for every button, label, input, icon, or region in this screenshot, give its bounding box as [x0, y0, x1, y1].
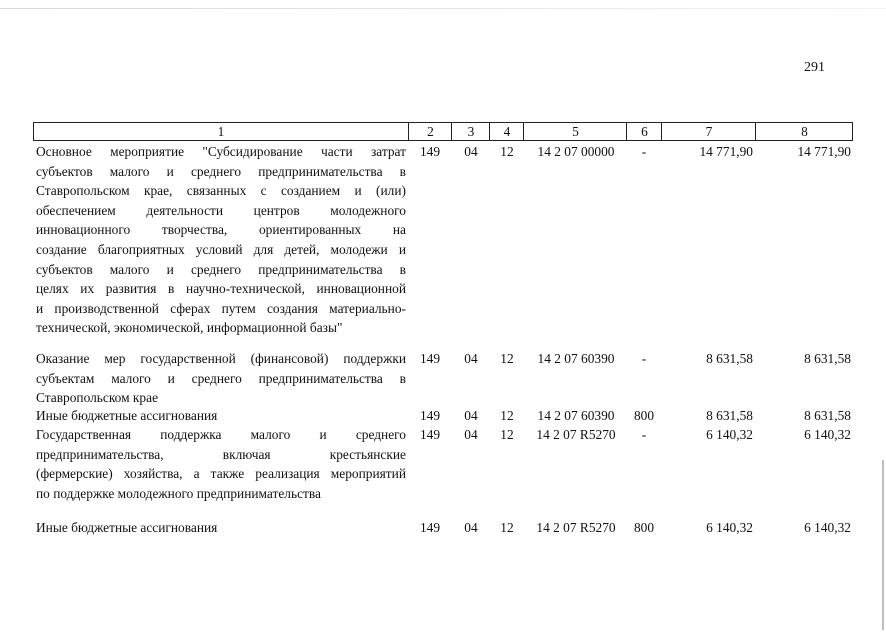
cell-amount-1: 14 771,90	[699, 144, 753, 159]
cell-amount-1: 8 631,58	[706, 351, 753, 366]
header-col-1: 1	[217, 124, 225, 139]
cell-section: 04	[464, 144, 478, 159]
table-header	[33, 122, 853, 141]
cell-ministry-code: 149	[419, 408, 441, 423]
description-line: Государственная поддержка малого и среднего	[36, 427, 406, 442]
cell-target-article: 14 2 07 R5270	[536, 427, 616, 442]
header-col-7: 7	[661, 123, 756, 140]
scan-edge-right	[882, 460, 884, 630]
description-line: Ставропольском крае	[36, 390, 159, 406]
cell-target-article: 14 2 07 R5270	[536, 520, 616, 535]
row-description	[36, 425, 406, 503]
cell-amount-1: 8 631,58	[706, 408, 753, 423]
cell-amount-2: 6 140,32	[804, 520, 851, 535]
cell-section: 04	[464, 427, 478, 442]
description-line: по поддержке молодежного предпринимательства	[36, 485, 321, 501]
cell-subsection: 12	[500, 427, 514, 442]
cell-section: 04	[464, 351, 478, 366]
scan-edge-top	[0, 8, 886, 9]
cell-ministry-code: 149	[419, 351, 441, 366]
cell-amount-1: 6 140,32	[706, 520, 753, 535]
cell-target-article: 14 2 07 60390	[537, 351, 615, 366]
cell-target-article: 14 2 07 00000	[537, 144, 615, 159]
description-line: создание благоприятных условий для детей, молодежи и	[36, 241, 406, 257]
description-line: субъектов малого и среднего предпринимательства в	[36, 261, 406, 277]
row-description	[36, 406, 406, 426]
description-line: субъектов малого и среднего предпринимательства в	[36, 163, 406, 179]
header-col-4: 4	[489, 123, 524, 140]
cell-section: 04	[464, 520, 478, 535]
cell-target-article: 14 2 07 60390	[537, 408, 615, 423]
cell-amount-2: 6 140,32	[804, 427, 851, 442]
header-col-2: 2	[408, 123, 452, 140]
cell-ministry-code: 149	[419, 144, 441, 159]
cell-section: 04	[464, 408, 478, 423]
description-line: технической, экономической, информационной базы"	[36, 320, 343, 336]
description-line: обеспечением деятельности центров молодежного	[36, 202, 406, 218]
cell-expense-type: -	[641, 351, 647, 366]
description-line: предпринимательства, включая крестьянские	[36, 446, 406, 462]
cell-subsection: 12	[500, 144, 514, 159]
description-line: (фермерские) хозяйства, а также реализация мероприятий	[36, 466, 406, 482]
header-col-8: 8	[755, 123, 853, 140]
description-line: и производственной сферах путем создания материально-	[36, 300, 406, 316]
cell-ministry-code: 149	[419, 520, 441, 535]
description-line: Основное мероприятие "Субсидирование части затрат	[36, 144, 406, 159]
cell-expense-type: 800	[633, 520, 655, 535]
description-line: Оказание мер государственной (финансовой) поддержки	[36, 351, 406, 366]
description-line: инновационного творчества, ориентированных на	[36, 222, 406, 238]
cell-subsection: 12	[500, 351, 514, 366]
row-description	[36, 349, 406, 408]
cell-amount-1: 6 140,32	[706, 427, 753, 442]
row-description	[36, 518, 406, 538]
header-col-6: 6	[626, 123, 662, 140]
header-col-3: 3	[451, 123, 490, 140]
description-line: Ставропольском крае, связанных с созданием и (или)	[36, 183, 406, 199]
cell-expense-type: -	[641, 427, 647, 442]
cell-subsection: 12	[500, 408, 514, 423]
description-line: субъектам малого и среднего предпринимательства в	[36, 370, 406, 386]
cell-subsection: 12	[500, 520, 514, 535]
description-line: целях их развития в научно-технической, инновационной	[36, 281, 406, 297]
cell-expense-type: 800	[633, 408, 655, 423]
description-line: Иные бюджетные ассигнования	[36, 408, 218, 423]
page-number: 291	[804, 60, 825, 75]
header-col-5: 5	[523, 123, 627, 140]
cell-ministry-code: 149	[419, 427, 441, 442]
description-line: Иные бюджетные ассигнования	[36, 520, 218, 535]
row-description	[36, 142, 406, 338]
cell-expense-type: -	[641, 144, 647, 159]
cell-amount-2: 14 771,90	[797, 144, 851, 159]
cell-amount-2: 8 631,58	[804, 408, 851, 423]
cell-amount-2: 8 631,58	[804, 351, 851, 366]
